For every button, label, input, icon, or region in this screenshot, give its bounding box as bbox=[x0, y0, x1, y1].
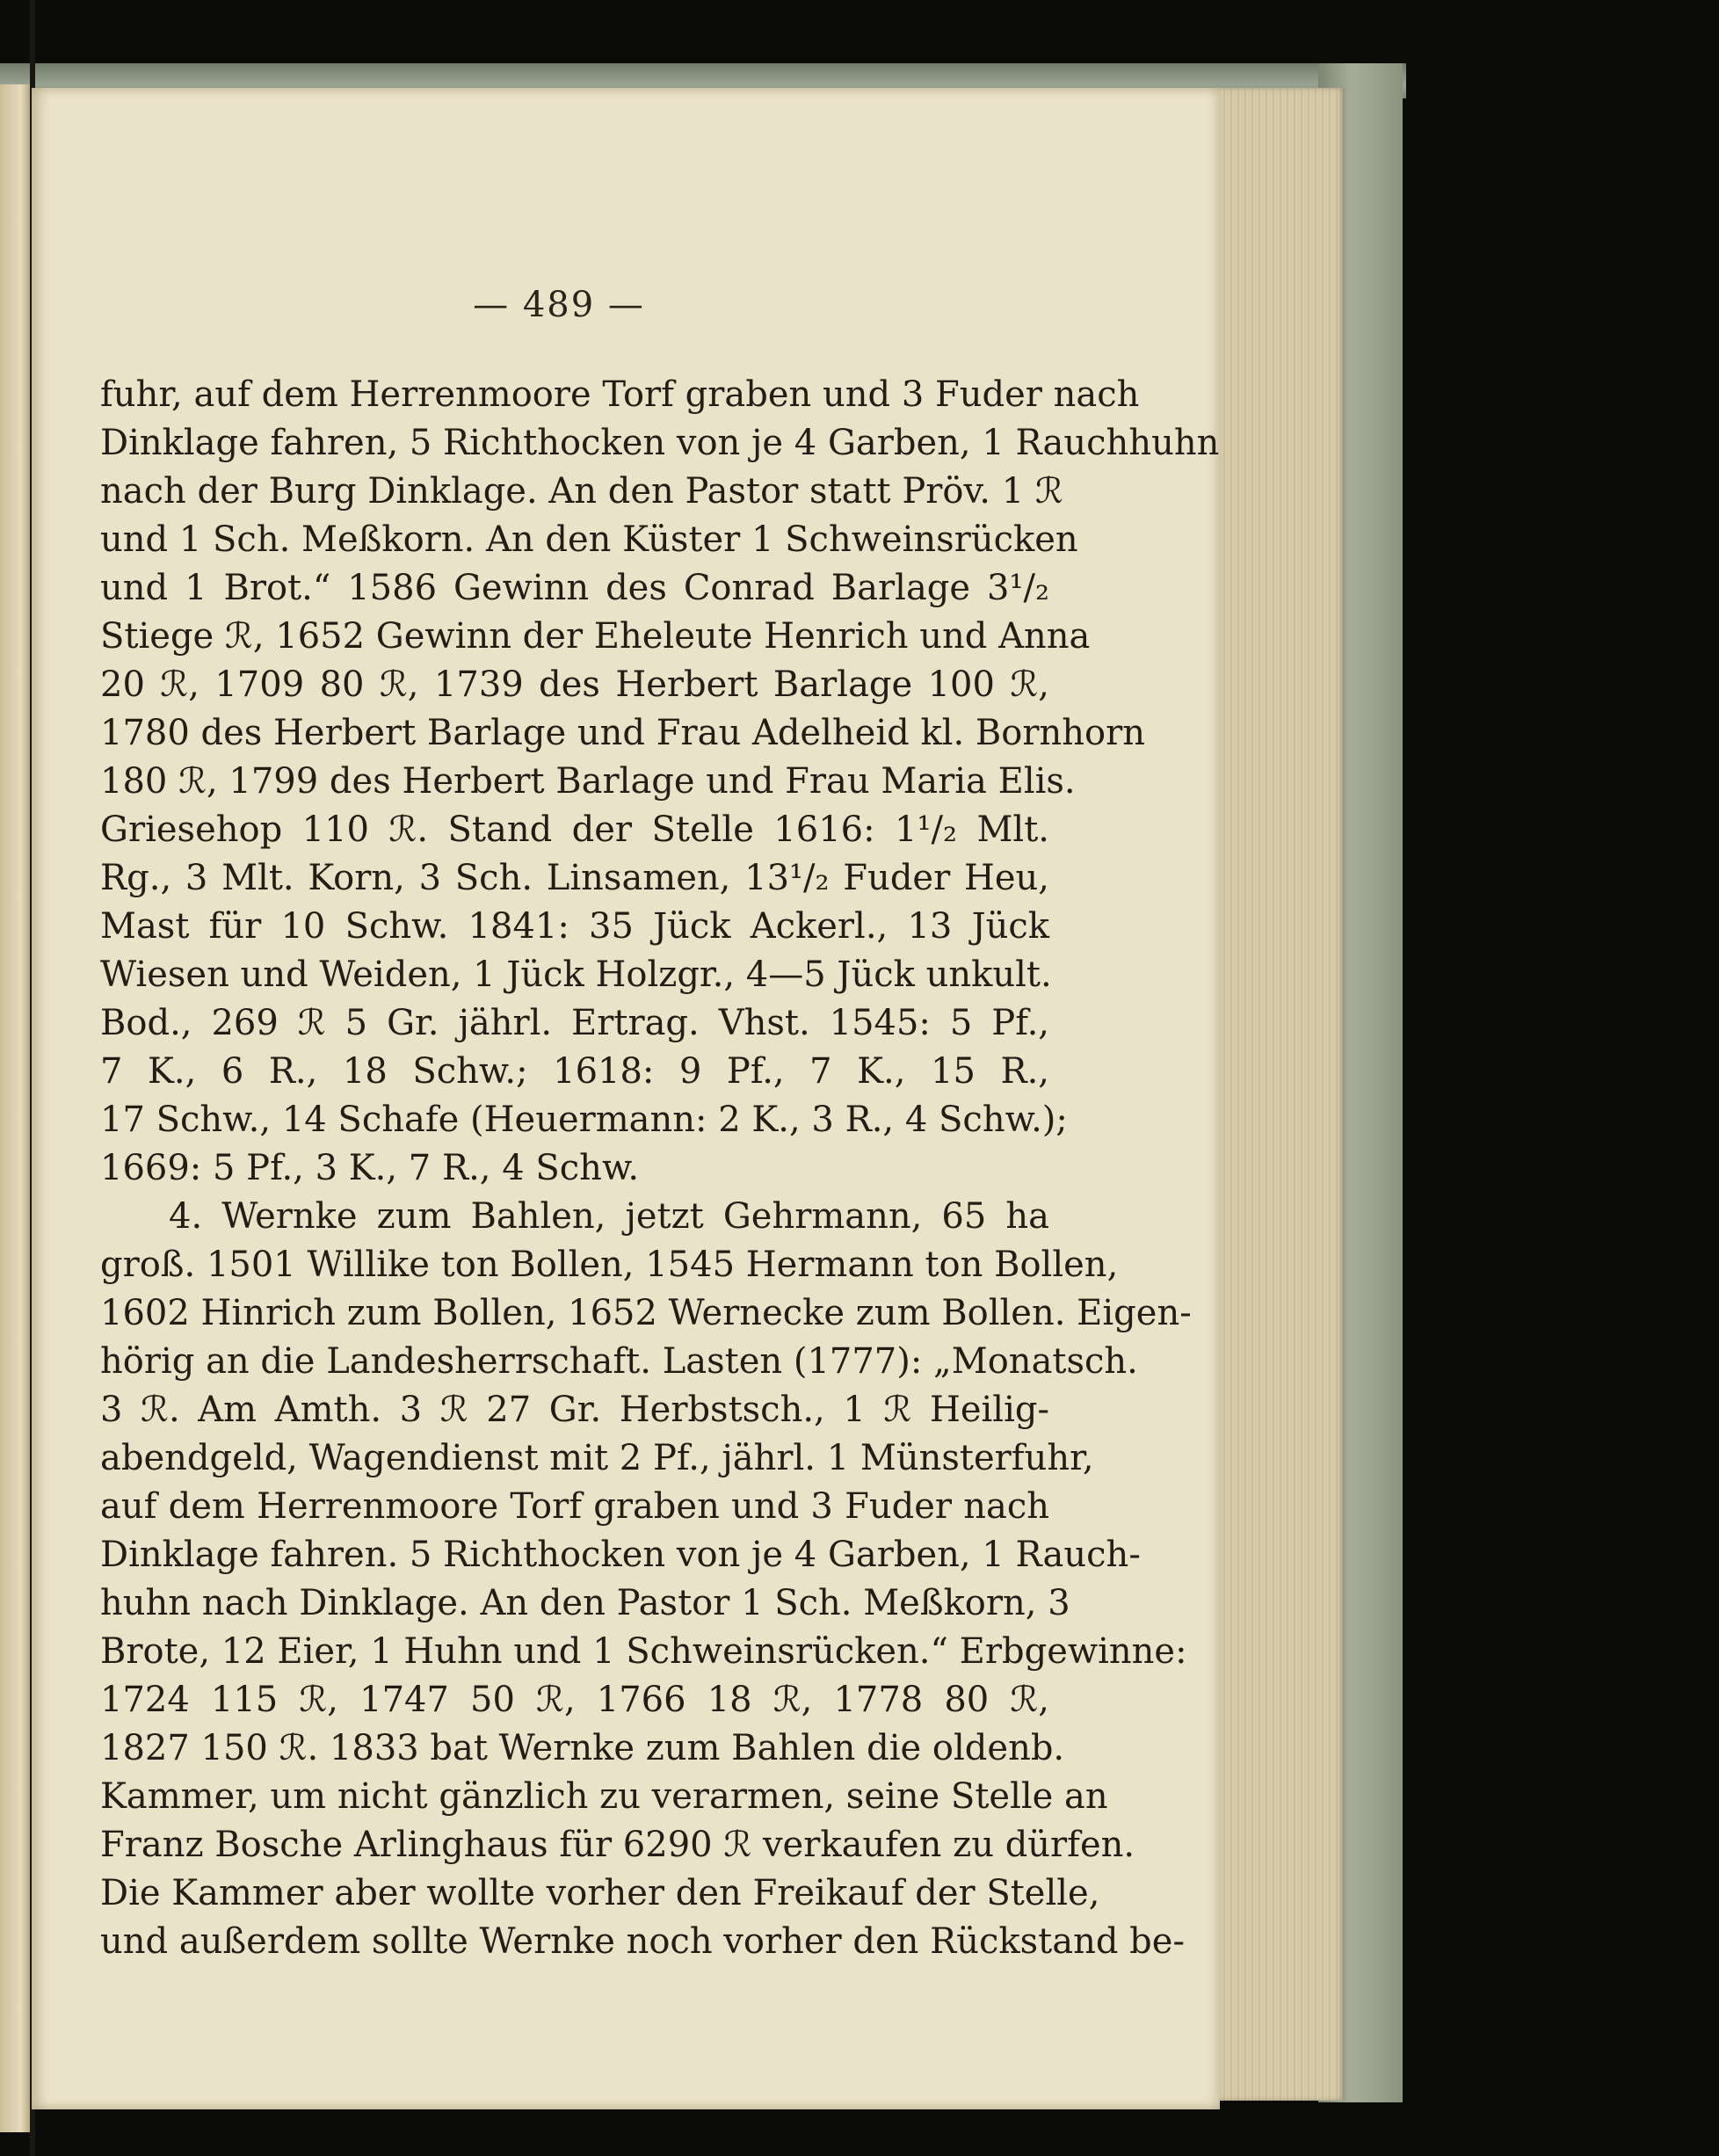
text-line: 1724 115 ℛ, 1747 50 ℛ, 1766 18 ℛ, 1778 80 ℛ, bbox=[100, 1680, 1049, 1720]
text-line: auf dem Herrenmoore Torf graben und 3 Fuder nach bbox=[100, 1486, 1049, 1527]
text-line: Wiesen und Weiden, 1 Jück Holzgr., 4—5 Jück unkult. bbox=[100, 955, 1052, 995]
text-line: Stiege ℛ, 1652 Gewinn der Eheleute Henrich und Anna bbox=[100, 616, 1091, 657]
text-line: nach der Burg Dinklage. An den Pastor statt Pröv. 1 ℛ bbox=[100, 471, 1063, 512]
book-page bbox=[32, 88, 1220, 2109]
text-line: hörig an die Landesherrschaft. Lasten (1777): „Monatsch. bbox=[100, 1341, 1138, 1382]
page-number: — 489 — bbox=[473, 285, 645, 325]
text-line: 1669: 5 Pf., 3 K., 7 R., 4 Schw. bbox=[100, 1148, 640, 1188]
text-line: und 1 Brot.“ 1586 Gewinn des Conrad Barlage 3¹/₂ bbox=[100, 568, 1049, 608]
text-line: 1780 des Herbert Barlage und Frau Adelheid kl. Bornhorn bbox=[100, 713, 1145, 753]
text-line: Dinklage fahren, 5 Richthocken von je 4 Garben, 1 Rauchhuhn bbox=[100, 423, 1220, 463]
left-page-edge bbox=[0, 84, 30, 2132]
text-line: und außerdem sollte Wernke noch vorher den Rückstand be- bbox=[100, 1921, 1185, 1962]
text-line: Die Kammer aber wollte vorher den Freikauf der Stelle, bbox=[100, 1873, 1100, 1913]
page-text bbox=[100, 371, 1220, 1966]
text-line: 180 ℛ, 1799 des Herbert Barlage und Frau Maria Elis. bbox=[100, 761, 1076, 802]
text-line: fuhr, auf dem Herrenmoore Torf graben und 3 Fuder nach bbox=[100, 374, 1140, 415]
text-line: Bod., 269 ℛ 5 Gr. jährl. Ertrag. Vhst. 1545: 5 Pf., bbox=[100, 1003, 1049, 1043]
text-line: 1827 150 ℛ. 1833 bat Wernke zum Bahlen die oldenb. bbox=[100, 1728, 1065, 1768]
text-line: Brote, 12 Eier, 1 Huhn und 1 Schweinsrücken.“ Erbgewinne: bbox=[100, 1631, 1187, 1672]
text-line: Griesehop 110 ℛ. Stand der Stelle 1616: 1¹/₂ Mlt. bbox=[100, 809, 1049, 850]
text-line: und 1 Sch. Meßkorn. An den Küster 1 Schweinsrücken bbox=[100, 519, 1078, 560]
text-line: huhn nach Dinklage. An den Pastor 1 Sch. Meßkorn, 3 bbox=[100, 1583, 1070, 1623]
text-line: 3 ℛ. Am Amth. 3 ℛ 27 Gr. Herbstsch., 1 ℛ Heilig- bbox=[100, 1390, 1049, 1430]
text-line: Dinklage fahren. 5 Richthocken von je 4 Garben, 1 Rauch- bbox=[100, 1535, 1141, 1575]
text-line: abendgeld, Wagendienst mit 2 Pf., jährl. 1 Münsterfuhr, bbox=[100, 1438, 1094, 1478]
text-line: 1602 Hinrich zum Bollen, 1652 Wernecke zum Bollen. Eigen- bbox=[100, 1293, 1192, 1333]
text-line: Kammer, um nicht gänzlich zu verarmen, seine Stelle an bbox=[100, 1776, 1108, 1817]
page-edges bbox=[1213, 88, 1345, 2101]
text-line: 7 K., 6 R., 18 Schw.; 1618: 9 Pf., 7 K., 15 R., bbox=[100, 1051, 1049, 1092]
text-line: Franz Bosche Arlinghaus für 6290 ℛ verkaufen zu dürfen. bbox=[100, 1825, 1135, 1865]
text-line: 4. Wernke zum Bahlen, jetzt Gehrmann, 65 ha bbox=[169, 1196, 1049, 1237]
text-line: 17 Schw., 14 Schafe (Heuermann: 2 K., 3 R., 4 Schw.); bbox=[100, 1100, 1068, 1140]
text-line: Rg., 3 Mlt. Korn, 3 Sch. Linsamen, 13¹/₂ Fuder Heu, bbox=[100, 858, 1049, 898]
text-line: groß. 1501 Willike ton Bollen, 1545 Hermann ton Bollen, bbox=[100, 1245, 1119, 1285]
text-line: Mast für 10 Schw. 1841: 35 Jück Ackerl., 13 Jück bbox=[100, 906, 1049, 947]
text-line: 20 ℛ, 1709 80 ℛ, 1739 des Herbert Barlage 100 ℛ, bbox=[100, 664, 1049, 705]
